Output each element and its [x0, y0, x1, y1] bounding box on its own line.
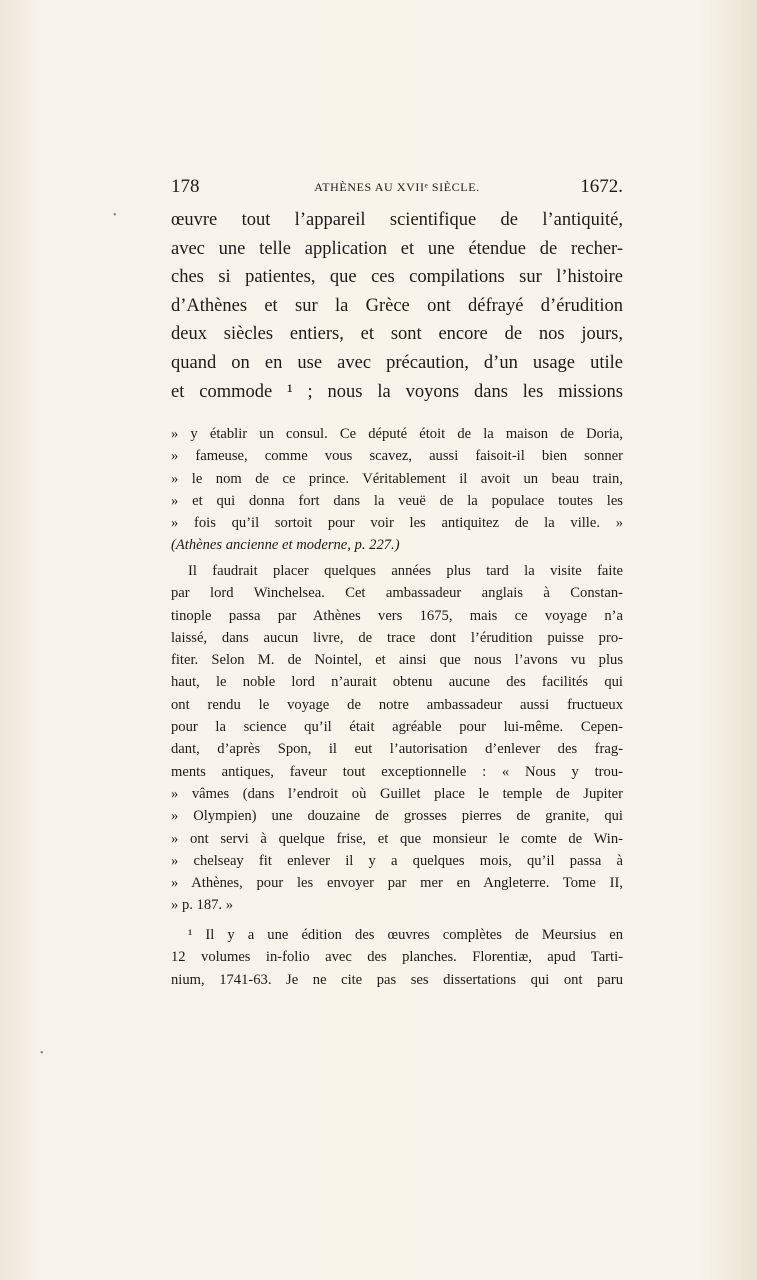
header-year: 1672.	[580, 176, 623, 197]
note-line: ont rendu le voyage de notre ambassadeur aussi fructueux	[171, 696, 623, 713]
footnote-line: ¹ Il y a une édition des œuvres complètes de Meursius en	[188, 927, 623, 943]
note-line: » Athènes, pour les envoyer par mer en Angleterre. Tome II,	[171, 875, 623, 892]
text-line: d’Athènes et sur la Grèce ont défrayé d’érudition	[171, 295, 623, 316]
main-text	[171, 206, 623, 406]
note-line: » chelseay fit enlever il y a quelques mois, qu’il passa à	[171, 852, 623, 869]
note-line: » fois qu’il sortoit pour voir les antiquitez de la ville. »	[171, 515, 623, 532]
paper-speck: •	[40, 1048, 44, 1059]
note-line: » et qui donna fort dans la veuë de la populace toutes les	[171, 492, 623, 509]
footnote	[171, 924, 623, 991]
note-line: Il faudrait placer quelques années plus tard la visite faite	[188, 563, 623, 579]
note-line: fiter. Selon M. de Nointel, et ainsi que nous l’avons vu plus	[171, 652, 623, 669]
note-line: » Olympien) une douzaine de grosses pierres de granite, qui	[171, 808, 623, 825]
note-line: » p. 187. »	[171, 897, 234, 914]
note-line: » vâmes (dans l’endroit où Guillet place le temple de Jupiter	[171, 785, 623, 802]
note-line: pour la science qu’il était agréable pour lui-même. Cepen-	[171, 719, 623, 736]
note-line: ments antiques, faveur tout exceptionnelle : « Nous y trou-	[171, 763, 623, 780]
note-citation: (Athènes ancienne et moderne, p. 227.)	[171, 537, 400, 554]
footnote-line: 12 volumes in-folio avec des planches. Florentiæ, apud Tarti-	[171, 949, 623, 966]
text-line: avec une telle application et une étendue de recher-	[171, 238, 623, 259]
note-line: laissé, dans aucun livre, de trace dont l’érudition puisse pro-	[171, 629, 623, 646]
text-line: et commode ¹ ; nous la voyons dans les missions	[171, 381, 623, 402]
note-line: » ont servi à quelque frise, et que monsieur le comte de Win-	[171, 830, 623, 847]
note-line: tinople passa par Athènes vers 1675, mais ce voyage n’a	[171, 607, 623, 624]
note-paragraph	[171, 560, 623, 917]
text-line: quand on en use avec précaution, d’un usage utile	[171, 352, 623, 373]
running-title: ATHÈNES AU XVIIᵉ SIÈCLE.	[314, 180, 480, 194]
note-line: » le nom de ce prince. Véritablement il avoit un beau train,	[171, 470, 623, 487]
text-line: ches si patientes, que ces compilations sur l’histoire	[171, 267, 623, 288]
note-line: dant, d’après Spon, il eut l’autorisation d’enlever des frag-	[171, 741, 623, 758]
note-quote	[171, 423, 623, 557]
page-header	[171, 176, 623, 200]
footnote-line: nium, 1741-63. Je ne cite pas ses dissertations qui ont paru	[171, 971, 623, 988]
text-line: deux siècles entiers, et sont encore de nos jours,	[171, 324, 623, 345]
note-line: » fameuse, comme vous scavez, aussi faisoit-il bien sonner	[171, 448, 623, 465]
paper-speck: •	[113, 210, 117, 221]
note-line: » y établir un consul. Ce député étoit de la maison de Doria,	[171, 426, 623, 442]
note-line: par lord Winchelsea. Cet ambassadeur anglais à Constan-	[171, 585, 623, 602]
text-line: œuvre tout l’appareil scientifique de l’antiquité,	[171, 210, 623, 230]
note-line: haut, le noble lord n’aurait obtenu aucune des facilités qui	[171, 674, 623, 691]
page-number: 178	[171, 176, 200, 197]
